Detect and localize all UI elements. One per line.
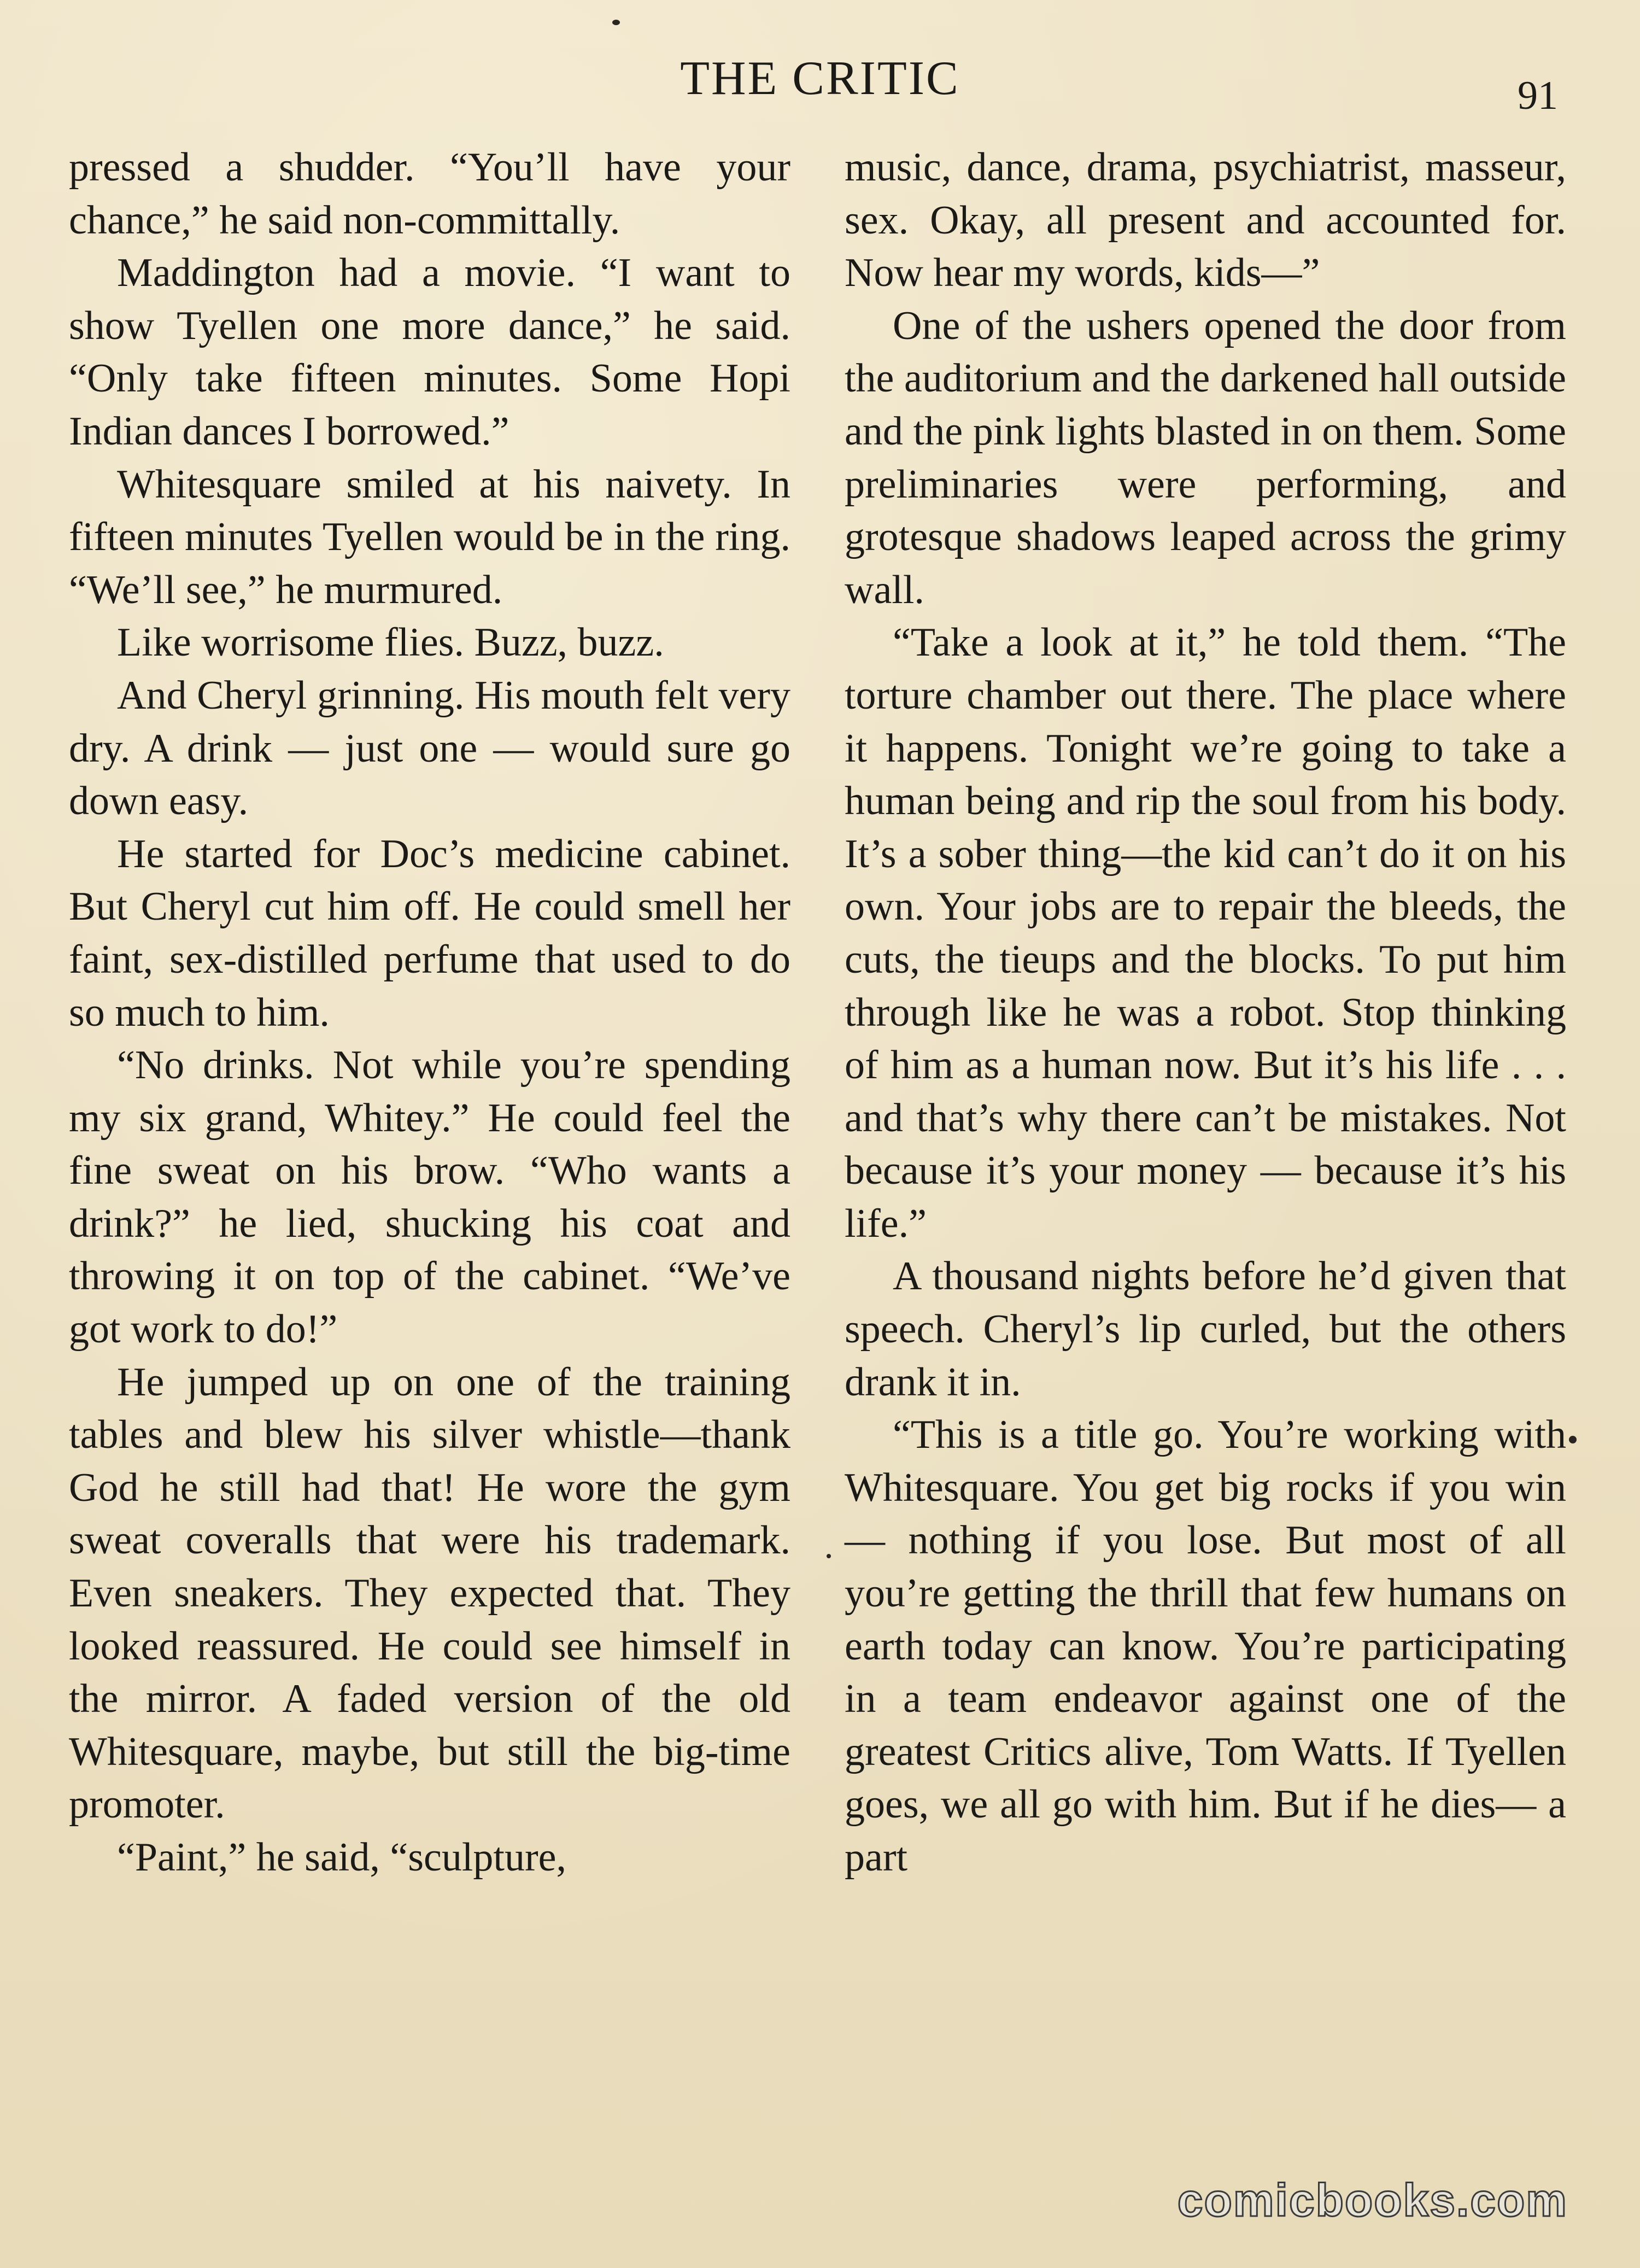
watermark: comicbooks.com (1177, 2175, 1568, 2226)
paragraph: “No drinks. Not while you’re spending my six grand, Whitey.” He could feel the fine sweat on his brow. “Who wants a drink?” he lied, shucking his coat and throwing it on top of the cabinet. “We’ve got work to do!” (69, 1043, 790, 1352)
paragraph: A thousand nights before he’d given that speech. Cheryl’s lip curled, but the others drank it in. (845, 1254, 1566, 1405)
right-text-column (845, 141, 1566, 1884)
paragraph: “Paint,” he said, “sculpture, (117, 1835, 566, 1880)
page-number: 91 (1518, 73, 1558, 118)
paragraph: “This is a title go. You’re working with Whitesquare. You get big rocks if you win — nothing if you lose. But most of all you’re getting the thrill that few humans on earth today can know. You’re participating in a team endeavor against one of the greatest Critics alive, Tom Watts. If Tyellen goes, we all go with him. But if he dies— a part (845, 1412, 1566, 1880)
paragraph: Maddington had a movie. “I want to show Tyellen one more dance,” he said. “Only take fifteen minutes. Some Hopi Indian dances I borrowed.” (69, 250, 790, 454)
paragraph: Whitesquare smiled at his naivety. In fifteen minutes Tyellen would be in the ring. “We’ll see,” he murmured. (69, 461, 790, 612)
paragraph: And Cheryl grinning. His mouth felt very dry. A drink — just one — would sure go down easy. (69, 673, 790, 824)
paragraph: Like worrisome flies. Buzz, buzz. (117, 620, 664, 665)
paragraph: He started for Doc’s medicine cabinet. But Cheryl cut him off. He could smell her faint, sex-distilled perfume that used to do so much to him. (69, 831, 790, 1035)
paragraph: “Take a look at it,” he told them. “The torture chamber out there. The place where it happens. Tonight we’re going to take a human being and rip the soul from his body. It’s a sober thing—the kid can’t do it on his own. Your jobs are to repair the bleeds, the cuts, the tieups and the blocks. To put him through like he was a robot. Stop thinking of him as a human now. But it’s his life . . . and that’s why there can’t be mistakes. Not because it’s your money — because it’s his life.” (845, 620, 1566, 1246)
paragraph: He jumped up on one of the training tables and blew his silver whistle—thank God he still had that! He wore the gym sweat coveralls that were his trademark. Even sneakers. They expected that. They looked reassured. He could see himself in the mirror. A faded version of the old Whitesquare, maybe, but still the big-time promoter. (69, 1359, 790, 1827)
print-speck (1569, 1436, 1577, 1443)
paragraph: pressed a shudder. “You’ll have your chance,” he said non-committally. (69, 145, 790, 243)
left-text-column (69, 141, 790, 1884)
print-speck (612, 20, 620, 25)
running-title: THE CRITIC (680, 52, 960, 105)
print-speck (827, 1554, 831, 1558)
paragraph: One of the ushers opened the door from the auditorium and the darkened hall outside and the pink lights blasted in on them. Some preliminaries were performing, and grotesque shadows leaped across the grimy wall. (845, 303, 1566, 612)
paragraph: music, dance, drama, psychiatrist, masseur, sex. Okay, all present and accounted for. Now hear my words, kids—” (845, 145, 1566, 296)
